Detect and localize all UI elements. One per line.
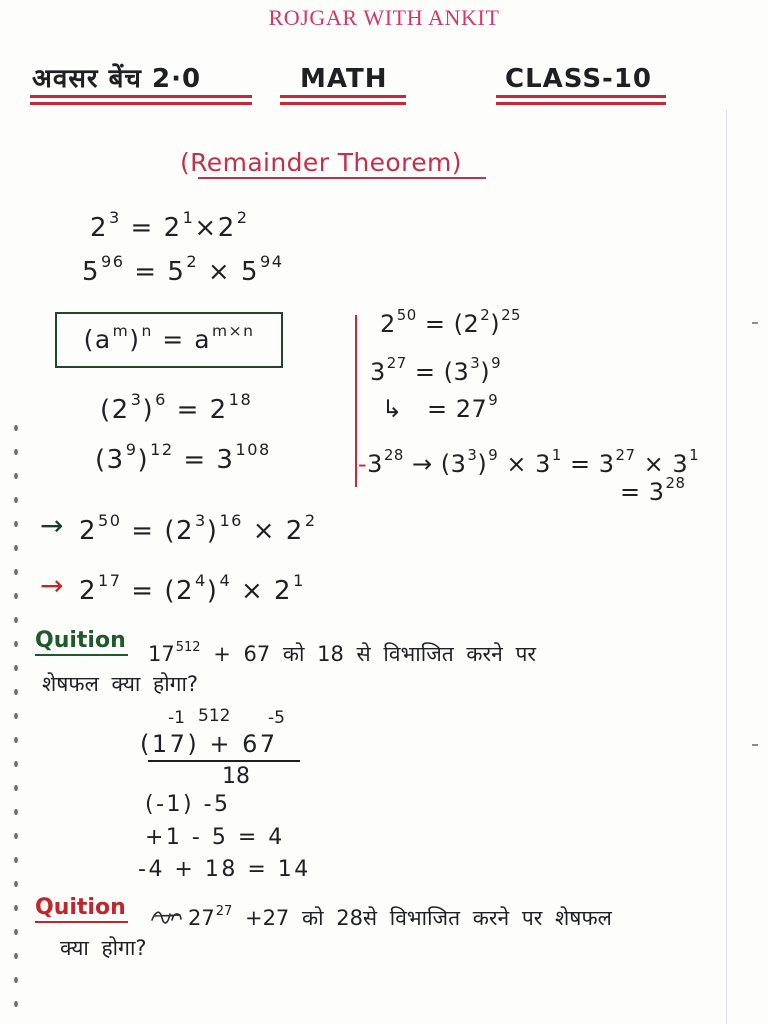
math-term: 3 (367, 450, 383, 478)
example-equation (90, 210, 249, 246)
question-text-continued: क्या होगा? (60, 936, 147, 960)
math-exponent: 25 (501, 306, 522, 325)
math-term: (2 (164, 516, 195, 546)
math-term: × (635, 450, 673, 478)
math-exponent: m (112, 321, 130, 340)
math-term: (2 (164, 576, 195, 606)
arrow-icon: → (40, 569, 65, 602)
math-exponent: 1 (689, 446, 700, 465)
math-term: = (121, 516, 165, 546)
math-exponent: 3 (467, 446, 478, 465)
math-exponent: 94 (260, 252, 284, 272)
math-exponent: 3 (130, 390, 143, 410)
math-term: = (166, 395, 210, 425)
math-term: 3 (370, 358, 386, 386)
math-exponent: 4 (195, 571, 207, 591)
math-term: = (416, 310, 454, 338)
math-exponent: 12 (150, 440, 174, 460)
math-term: (2 (100, 395, 130, 425)
math-term: 2 (163, 213, 182, 243)
math-term: (3 (440, 450, 467, 478)
math-term: 5 (167, 257, 186, 287)
math-term: 2 (285, 516, 304, 546)
math-exponent: 512 (175, 639, 201, 655)
topic-underline (198, 177, 486, 179)
math-exponent: 3 (470, 354, 481, 373)
math-exponent: m×n (212, 321, 255, 340)
math-exponent: 3 (109, 208, 121, 228)
math-exponent: 16 (219, 511, 243, 531)
math-exponent: 3 (195, 511, 207, 531)
margin-divider-line (355, 315, 357, 487)
math-term: 5 (241, 257, 260, 287)
math-exponent: 27 (615, 446, 636, 465)
solution-step: (-1) -5 (145, 792, 231, 817)
math-exponent: 27 (386, 354, 407, 373)
math-exponent: 1 (293, 571, 305, 591)
math-exponent: 50 (98, 511, 122, 531)
math-term: ) (480, 358, 491, 386)
math-term: 2 (78, 516, 98, 546)
math-exponent: 96 (101, 252, 125, 272)
crossed-out-scribble (150, 906, 184, 926)
math-term: 17 (148, 642, 175, 666)
arrow-equation (78, 511, 317, 546)
question-label: Quition (35, 628, 128, 656)
notebook-binding (10, 420, 22, 1012)
math-exponent: n (141, 321, 153, 340)
math-exponent: 18 (228, 390, 253, 410)
math-exponent: 2 (236, 208, 249, 228)
power-equation (95, 442, 271, 478)
solution-step: +1 - 5 = 4 (145, 825, 285, 850)
arrow-equation (78, 571, 305, 606)
math-term: (3 (95, 445, 125, 475)
math-term: (a (83, 325, 112, 354)
subject-label: MATH (300, 64, 388, 94)
math-term: 27 (188, 906, 215, 930)
arrow-icon: → (40, 509, 65, 542)
math-term: ) (206, 516, 219, 546)
channel-watermark: ROJGAR WITH ANKIT (268, 5, 500, 30)
side-note-equation (380, 308, 521, 340)
math-exponent: 9 (488, 446, 499, 465)
math-exponent: 2 (186, 252, 199, 272)
solution-step: -4 + 18 = 14 (138, 857, 311, 882)
math-exponent: 50 (396, 306, 417, 325)
math-term: ) (490, 310, 501, 338)
math-term: → (403, 450, 441, 478)
math-term: × (194, 213, 218, 243)
topic-heading: (Remainder Theorem) (180, 148, 462, 177)
math-term: 3 (535, 450, 551, 478)
example-equation (82, 254, 284, 290)
math-exponent: 6 (155, 390, 167, 410)
math-term: = (561, 450, 599, 478)
math-term: × (498, 450, 536, 478)
math-exponent: 9 (125, 440, 138, 460)
math-exponent: 1 (551, 446, 562, 465)
math-exponent: 17 (98, 571, 122, 591)
math-term: 5 (82, 257, 101, 287)
math-term: ) (206, 576, 219, 606)
solution-numerator: (17) + 67 (140, 730, 278, 758)
math-exponent: 4 (219, 571, 232, 591)
solution-annotation: -5 (268, 708, 285, 728)
question-text (148, 636, 536, 672)
batch-title: अवसर बेंच 2·0 (32, 64, 202, 94)
math-exponent: 2 (480, 306, 491, 325)
math-term: = (173, 445, 217, 475)
math-term: 3 (216, 445, 235, 475)
math-term: × (231, 576, 275, 606)
math-term: ) (142, 395, 155, 425)
math-term: = (152, 325, 195, 354)
math-term: 3 (598, 450, 615, 478)
solution-annotation: 512 (198, 706, 231, 726)
power-equation (100, 392, 252, 428)
math-exponent: 108 (235, 440, 271, 460)
batch-title-underline (30, 95, 252, 105)
paper-mark (752, 744, 758, 746)
side-note-equation (620, 476, 685, 508)
math-term: = (402, 395, 456, 423)
paper-mark (752, 322, 758, 324)
math-exponent: 1 (182, 208, 195, 228)
math-term: 3 (672, 450, 689, 478)
subject-underline (280, 95, 406, 105)
math-term: = (121, 576, 165, 606)
page-margin-line (726, 110, 727, 1024)
math-term: = (124, 257, 168, 287)
math-term: 2 (78, 576, 98, 606)
question-text (188, 900, 612, 936)
math-exponent: 2 (304, 511, 317, 531)
arrow-example (40, 569, 305, 609)
math-term: = (120, 213, 164, 243)
side-note-equation (382, 393, 498, 425)
solution-denominator: 18 (222, 764, 250, 789)
math-exponent: 28 (383, 446, 404, 465)
formula-equation (84, 322, 255, 358)
side-note-equation (370, 356, 501, 388)
arrow-example (40, 509, 317, 549)
math-term: - (358, 450, 368, 478)
math-term: 2 (380, 310, 396, 338)
math-exponent: 28 (665, 474, 686, 493)
math-term: (2 (453, 310, 480, 338)
math-term: = (620, 478, 649, 506)
math-term: 2 (209, 395, 228, 425)
math-term: 2 (90, 213, 109, 243)
math-term: ) (129, 325, 141, 354)
question-label: Quition (35, 895, 128, 923)
math-term: 2 (274, 576, 293, 606)
math-term: (3 (443, 358, 470, 386)
math-term: × (242, 516, 286, 546)
formula-box (55, 312, 283, 368)
math-term: ↳ (382, 395, 403, 423)
math-term: 27 (455, 395, 488, 423)
math-exponent: 9 (491, 354, 502, 373)
math-term: +27 को 28से विभाजित करने पर शेषफल (232, 906, 612, 930)
math-term: ) (137, 445, 150, 475)
math-term: + 67 को 18 से विभाजित करने पर (200, 642, 536, 666)
class-underline (496, 95, 666, 105)
math-exponent: 27 (215, 903, 233, 919)
question-text-continued: शेषफल क्या होगा? (42, 672, 199, 696)
math-term: 2 (217, 213, 236, 243)
math-term: 3 (648, 478, 665, 506)
math-term: × (198, 257, 241, 287)
math-exponent: 9 (488, 391, 499, 410)
math-term: ) (477, 450, 488, 478)
solution-annotation: -1 (168, 708, 185, 728)
math-term: = (406, 358, 444, 386)
class-label: CLASS-10 (505, 64, 653, 94)
math-term: a (194, 325, 212, 354)
